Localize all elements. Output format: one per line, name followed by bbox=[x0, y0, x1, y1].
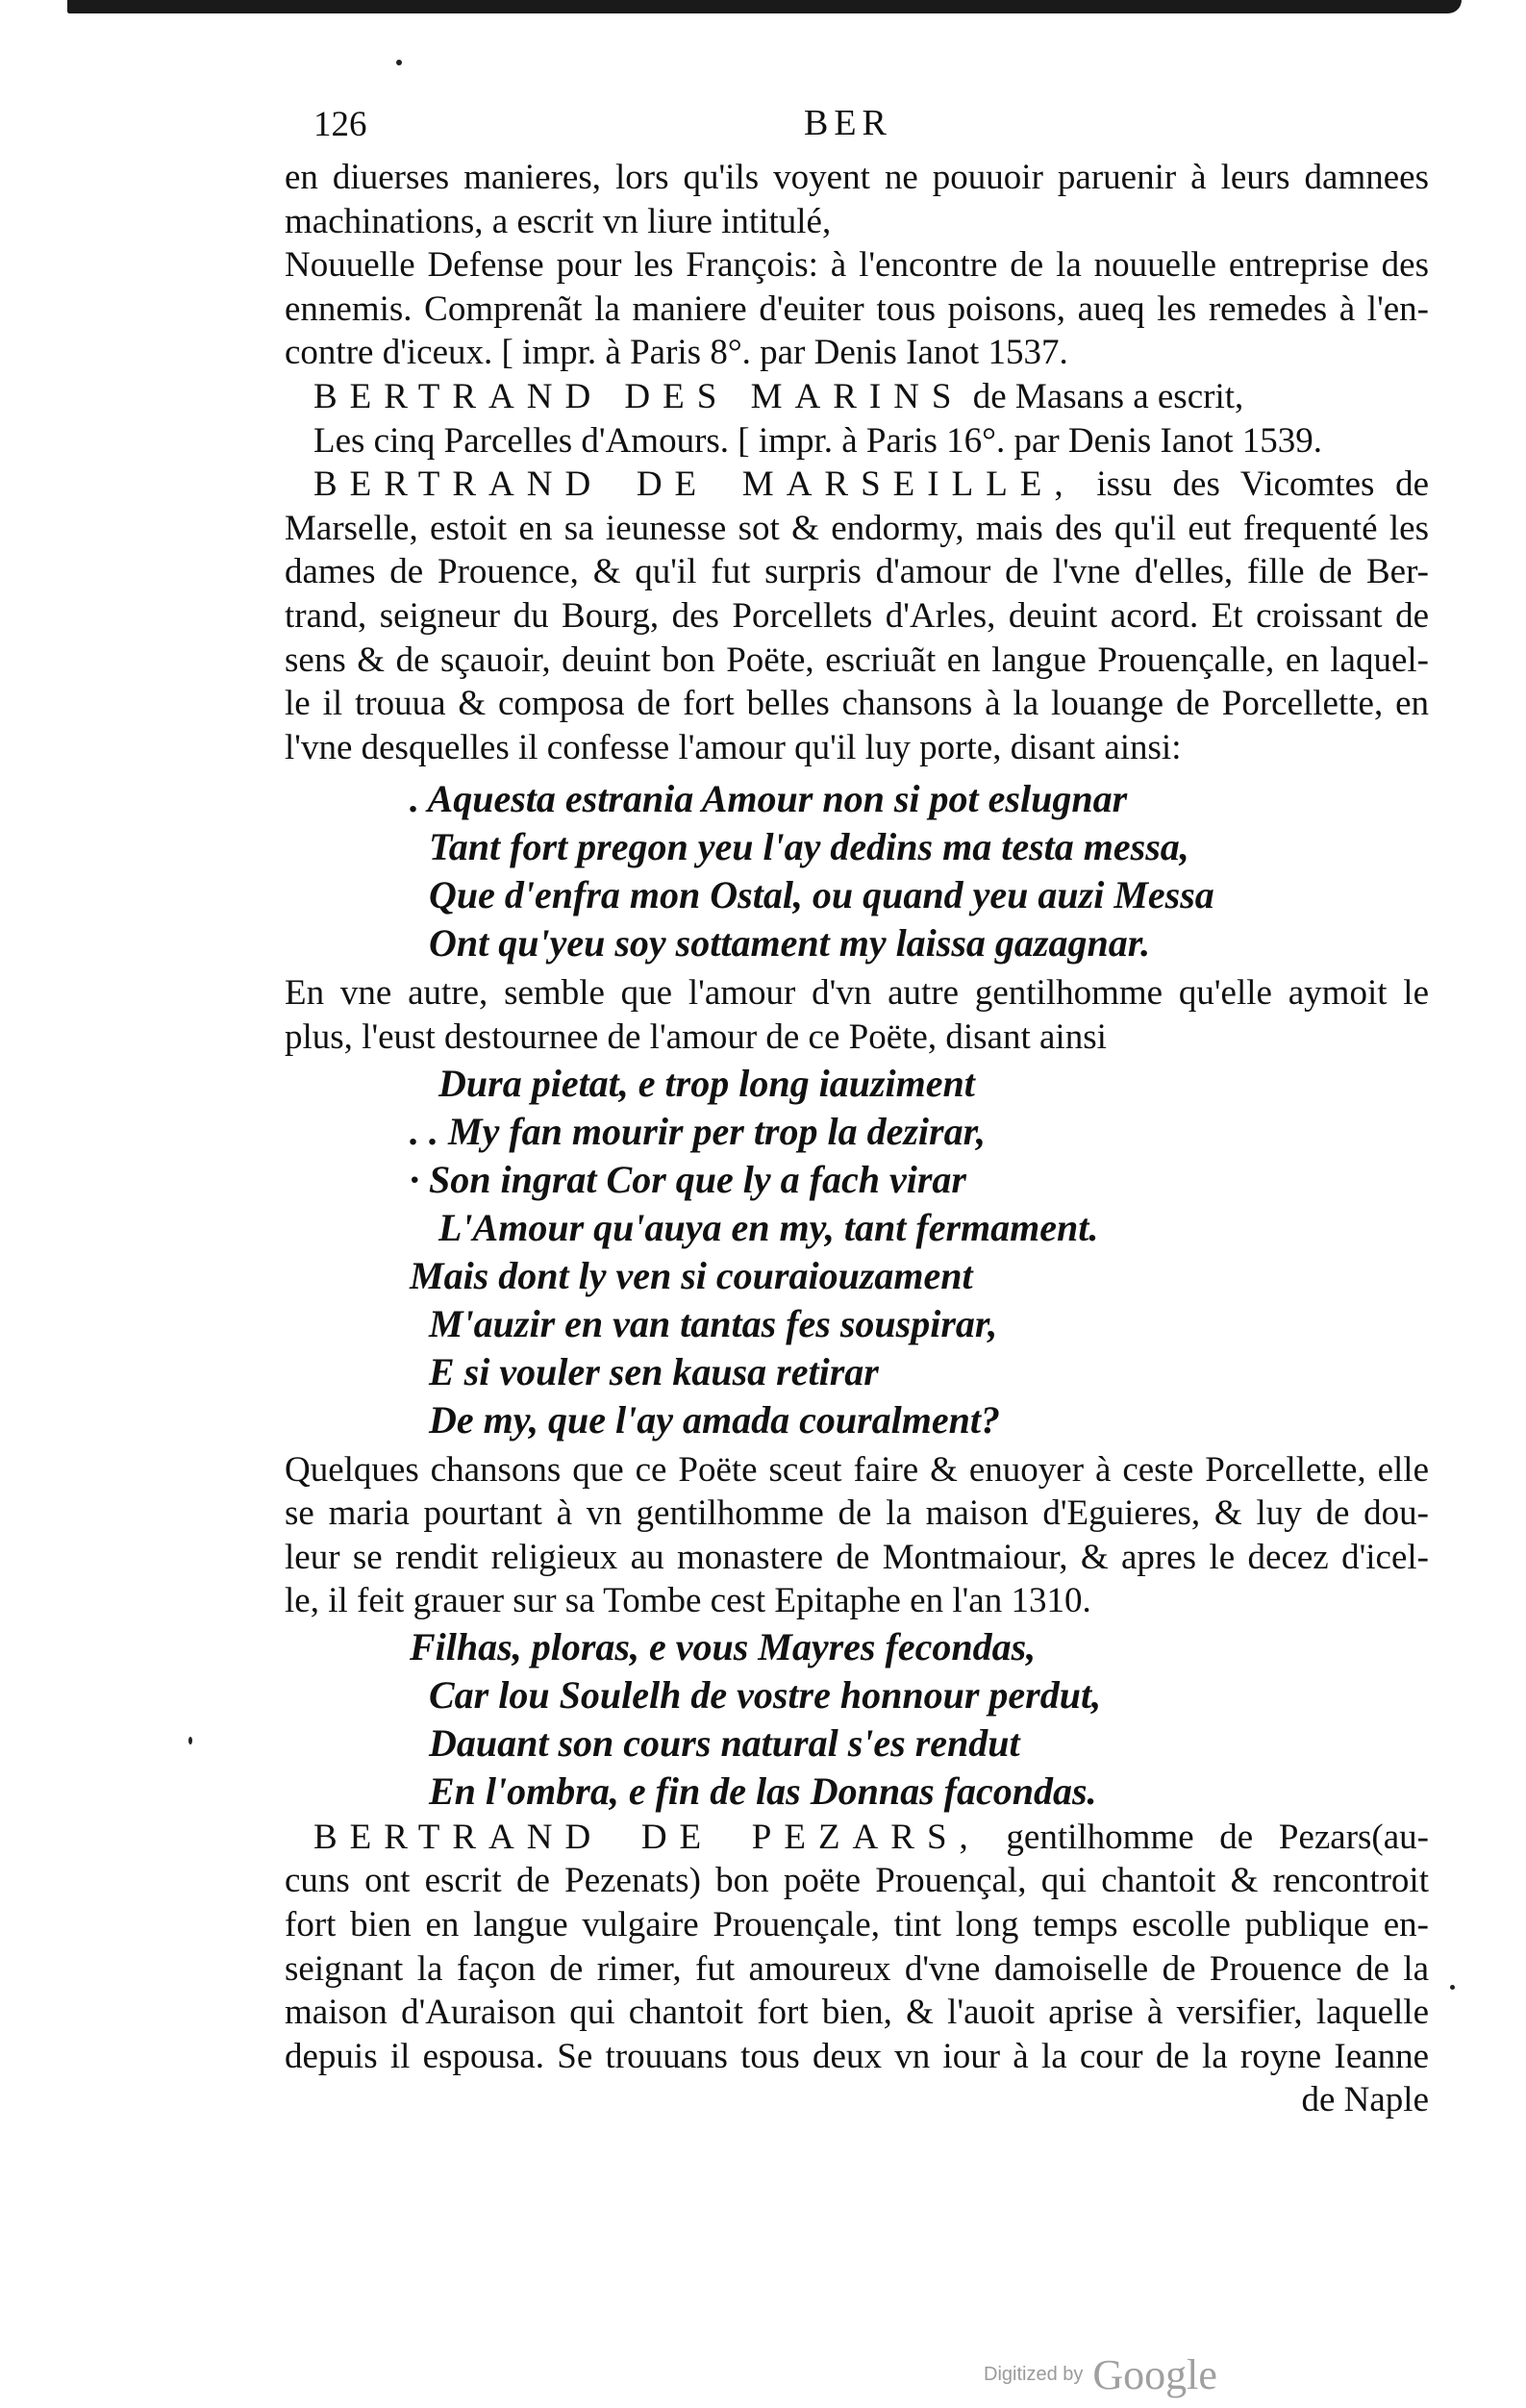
verse-line: . Aquesta estrania Amour non si pot eslugnar bbox=[410, 777, 1128, 821]
verse-line: Ont qu'yeu soy sottament my laissa gazagnar. bbox=[429, 921, 1151, 966]
verse-aquesta bbox=[285, 775, 1429, 967]
text-line: Nouuelle Defense pour les François: à l'encontre de la nouuelle entreprise des bbox=[285, 245, 1429, 286]
ink-speck bbox=[1450, 1985, 1455, 1990]
entry-bertrand-des-marins bbox=[285, 375, 1429, 463]
verse-line: . . My fan mourir per trop la dezirar, bbox=[410, 1109, 986, 1153]
text-line: Marselle, estoit en sa ieunesse sot & endormy, mais des qu'il eut frequenté les bbox=[285, 508, 1429, 548]
text-line: seignant la façon de rimer, fut amoureux d'vne damoiselle de Prouence de la bbox=[285, 1948, 1429, 1989]
entry-name: BERTRAND DE PEZARS, bbox=[313, 1817, 981, 1857]
verse-line: E si vouler sen kausa retirar bbox=[429, 1349, 879, 1393]
text-line: Les cinq Parcelles d'Amours. [ impr. à Paris 16°. par Denis Ianot 1539. bbox=[313, 420, 1323, 461]
verse-dura-pietat bbox=[285, 1060, 1429, 1444]
entry-name: BERTRAND DES MARINS bbox=[313, 376, 964, 416]
text-line: contre d'iceux. [ impr. à Paris 8°. par Denis Ianot 1537. bbox=[285, 333, 1068, 373]
text-line: l'vne desquelles il confesse l'amour qu'il luy porte, disant ainsi: bbox=[285, 727, 1182, 767]
verse-line: Que d'enfra mon Ostal, ou quand yeu auzi Messa bbox=[429, 873, 1214, 917]
verse-line: Dura pietat, e trop long iauziment bbox=[438, 1061, 975, 1105]
entry-heading-line bbox=[285, 375, 1429, 419]
catchword: de Naple bbox=[1301, 2080, 1429, 2120]
text-line: leur se rendit religieux au monastere de Montmaiour, & apres le decez d'icel- bbox=[285, 1537, 1429, 1577]
verse-line: M'auzir en van tantas fes souspirar, bbox=[429, 1301, 998, 1345]
verse-line: Filhas, ploras, e vous Mayres fecondas, bbox=[410, 1624, 1037, 1668]
digitized-label: Digitized by bbox=[984, 2364, 1084, 2385]
entry-heading-rest: gentilhomme de Pezars(au- bbox=[1006, 1817, 1429, 1857]
text-line: se maria pourtant à vn gentilhomme de la maison d'Eguieres, & luy de dou- bbox=[285, 1493, 1429, 1534]
running-head: BER bbox=[804, 103, 892, 143]
ink-speck bbox=[396, 60, 402, 65]
text-line: en diuerses manieres, lors qu'ils voyent ne pouuoir paruenir à leurs damnees bbox=[285, 158, 1429, 197]
text-line: fort bien en langue vulgaire Prouençale, tint long temps escolle publique en- bbox=[285, 1905, 1429, 1945]
text-line: depuis il espousa. Se trouuans tous deux vn iour à la cour de la royne Ieanne bbox=[285, 2036, 1429, 2076]
text-line: trand, seigneur du Bourg, des Porcellets d'Arles, deuint acord. Et croissant de bbox=[285, 595, 1429, 636]
text-line: En vne autre, semble que l'amour d'vn autre gentilhomme qu'elle aymoit le bbox=[285, 973, 1429, 1014]
paragraph-quelques-chansons bbox=[285, 1448, 1429, 1623]
book-page bbox=[285, 96, 1429, 2122]
text-line: plus, l'eust destournee de l'amour de ce Poëte, disant ainsi bbox=[285, 1016, 1107, 1057]
digitized-by-google-watermark bbox=[984, 2350, 1217, 2408]
page-header bbox=[285, 96, 1429, 156]
entry-bertrand-de-pezars bbox=[285, 1816, 1429, 2122]
verse-line: En l'ombra, e fin de las Donnas facondas. bbox=[429, 1768, 1097, 1813]
entry-heading-rest: issu des Vicomtes de bbox=[1096, 464, 1429, 505]
paragraph-en-vne-autre bbox=[285, 971, 1429, 1059]
verse-line: Dauant son cours natural s'es rendut bbox=[429, 1720, 1020, 1765]
paragraph-defense bbox=[285, 156, 1429, 375]
entry-name: BERTRAND DE MARSEILLE, bbox=[313, 464, 1076, 505]
text-line: ennemis. Comprenãt la maniere d'euiter tous poisons, aueq les remedes à l'en- bbox=[285, 288, 1429, 329]
top-border-rule bbox=[67, 0, 1462, 13]
verse-line: De my, que l'ay amada couralment? bbox=[429, 1397, 1001, 1442]
entry-heading-line bbox=[285, 463, 1429, 507]
text-line: dames de Prouence, & qu'il fut surpris d'amour de l'vne d'elles, fille de Ber- bbox=[285, 552, 1429, 592]
text-line: cuns ont escrit de Pezenats) bon poëte Prouençal, qui chantoit & rencontroit bbox=[285, 1861, 1429, 1901]
text-line: maison d'Auraison qui chantoit fort bien, & l'auoit aprise à versifier, laquelle bbox=[285, 1993, 1429, 2033]
text-line: machinations, a escrit vn liure intitulé, bbox=[285, 201, 832, 241]
verse-epitaphe bbox=[285, 1623, 1429, 1816]
text-line: sens & de sçauoir, deuint bon Poëte, escriuãt en langue Prouençalle, en laquel- bbox=[285, 640, 1429, 680]
ink-speck bbox=[188, 1737, 192, 1744]
verse-line: Car lou Soulelh de vostre honnour perdut, bbox=[429, 1672, 1102, 1717]
verse-line: Mais dont ly ven si couraiouzament bbox=[410, 1253, 973, 1297]
text-line: le il trouua & composa de fort belles chansons à la louange de Porcellette, en bbox=[285, 684, 1429, 724]
text-line: le, il feit grauer sur sa Tombe cest Epitaphe en l'an 1310. bbox=[285, 1581, 1091, 1621]
page-number: 126 bbox=[313, 105, 367, 144]
entry-heading-line bbox=[285, 1816, 1429, 1860]
entry-bertrand-de-marseille bbox=[285, 463, 1429, 769]
google-logo: Google bbox=[1092, 2351, 1217, 2398]
verse-line: · Son ingrat Cor que ly a fach virar bbox=[410, 1157, 966, 1201]
entry-heading-rest: de Masans a escrit, bbox=[972, 376, 1244, 416]
verse-line: Tant fort pregon yeu l'ay dedins ma testa messa, bbox=[429, 825, 1189, 869]
text-line: Quelques chansons que ce Poëte sceut faire & enuoyer à ceste Porcellette, elle bbox=[285, 1449, 1429, 1490]
verse-line: L'Amour qu'auya en my, tant fermament. bbox=[438, 1205, 1099, 1249]
